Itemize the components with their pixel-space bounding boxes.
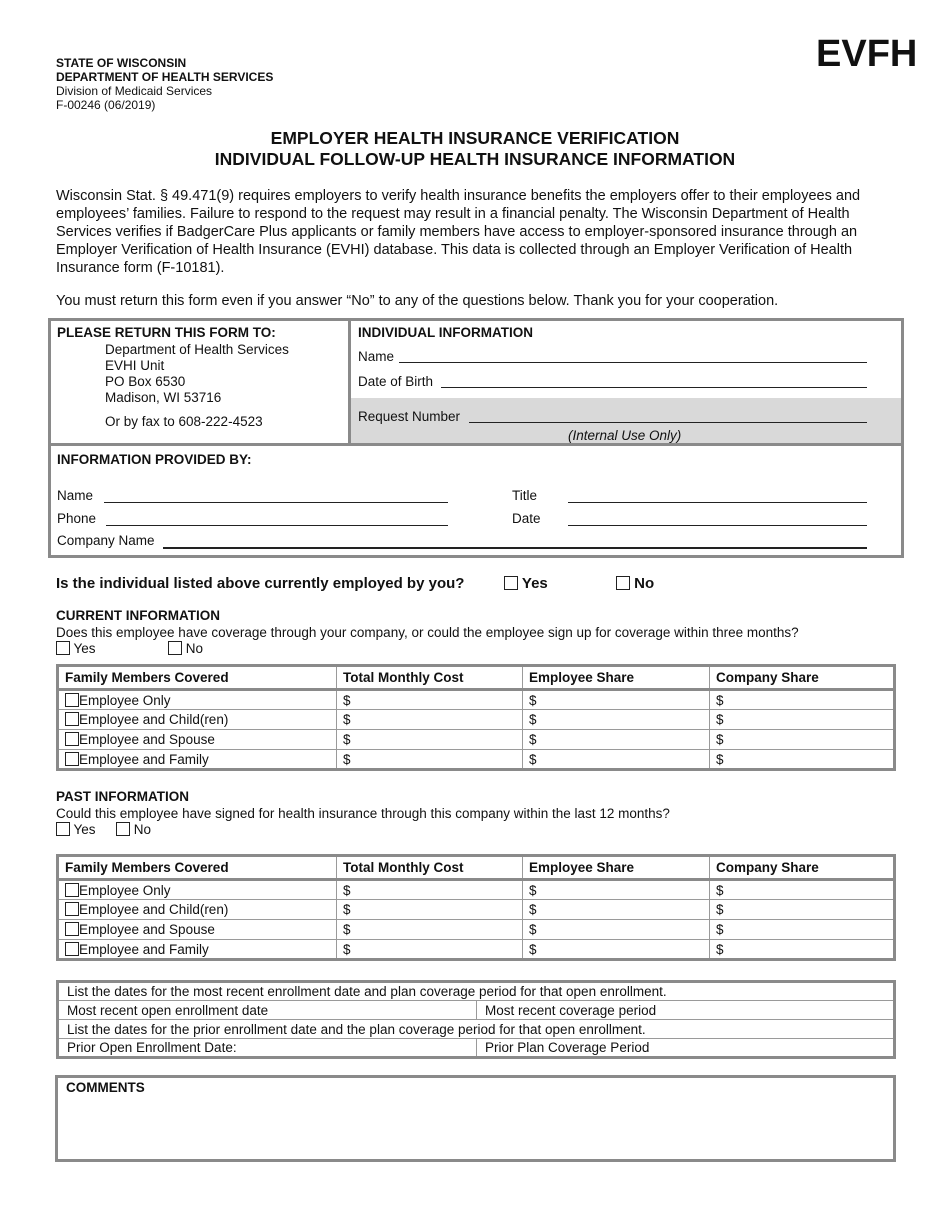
table-row: Employee and Child(ren) $ $ $ bbox=[58, 710, 895, 730]
checkbox[interactable] bbox=[65, 752, 79, 766]
form-code: EVFH bbox=[816, 33, 918, 75]
return-address: Department of Health Services EVHI Unit PO Box 6530 Madison, WI 53716 Or by fax to 608-222-4523 bbox=[105, 342, 289, 429]
past-coverage-table: Family Members Covered Total Monthly Cost Employee Share Company Share Employee Only $ $ $ Employee and Child(ren) $ $ $ Employee and Spouse $ $ $ Employee and Family $ $ $ bbox=[56, 854, 896, 961]
checkbox[interactable] bbox=[65, 712, 79, 726]
checkbox[interactable] bbox=[65, 902, 79, 916]
past-question: Could this employee have signed for health insurance through this company within the last 12 months? bbox=[56, 806, 670, 821]
individual-name-field[interactable] bbox=[399, 362, 867, 363]
intro-text: Wisconsin Stat. § 49.471(9) requires employers to verify health insurance benefits the employers offer to their employees and employees’ families. Failure to respond to the request may result in a financial penalty. The Wisconsin Department of Health Services verifies if BadgerCare Plus applicants or family members have access to employer-sponsored insurance through an Employer Verification of Health Insurance (EVHI) database. This data is collected through an Employer Verification of Health Insurance form (F-10181). bbox=[56, 188, 861, 276]
department: DEPARTMENT OF HEALTH SERVICES bbox=[56, 70, 274, 84]
current-question: Does this employee have coverage through your company, or could the employee sign up for coverage within three months? bbox=[56, 625, 799, 640]
individual-heading: INDIVIDUAL INFORMATION bbox=[358, 325, 533, 340]
past-heading: PAST INFORMATION bbox=[56, 789, 189, 804]
current-yes-checkbox[interactable] bbox=[56, 641, 70, 655]
table-row: Employee Only $ $ $ bbox=[58, 690, 895, 710]
company-name-field[interactable] bbox=[163, 547, 867, 549]
provider-phone-field[interactable] bbox=[106, 525, 448, 526]
prior-enrollment-date-field[interactable]: Prior Open Enrollment Date: bbox=[58, 1039, 477, 1058]
current-coverage-table: Family Members Covered Total Monthly Cost Employee Share Company Share Employee Only $ $ $ Employee and Child(ren) $ $ $ Employee and Spouse $ $ $ Employee and Family $ $ $ bbox=[56, 664, 896, 771]
employed-question: Is the individual listed above currently employed by you? bbox=[56, 575, 465, 592]
recent-coverage-period-field[interactable]: Most recent coverage period bbox=[477, 1001, 895, 1020]
title-line-1: EMPLOYER HEALTH INSURANCE VERIFICATION bbox=[270, 128, 680, 148]
table-row: Employee Only $ $ $ bbox=[58, 880, 895, 900]
checkbox[interactable] bbox=[65, 922, 79, 936]
comments-heading: COMMENTS bbox=[66, 1080, 145, 1095]
past-yes-checkbox[interactable] bbox=[56, 822, 70, 836]
provider-title-field[interactable] bbox=[568, 502, 867, 503]
employed-no-checkbox[interactable] bbox=[616, 576, 630, 590]
dob-field[interactable] bbox=[441, 387, 867, 388]
division: Division of Medicaid Services bbox=[56, 84, 213, 98]
provided-by-heading: INFORMATION PROVIDED BY: bbox=[57, 452, 252, 467]
checkbox[interactable] bbox=[65, 732, 79, 746]
employed-yes-checkbox[interactable] bbox=[504, 576, 518, 590]
notice-text: You must return this form even if you answer “No” to any of the questions below. Thank you for your cooperation. bbox=[56, 293, 779, 309]
checkbox[interactable] bbox=[65, 942, 79, 956]
provider-name-field[interactable] bbox=[104, 502, 448, 503]
enrollment-table: List the dates for the most recent enrollment date and plan coverage period for that open enrollment. Most recent open enrollment date Most recent coverage period List the dates for the prior enrollment date and the plan coverage period for that open enrollment. Prior Open Enrollment Date: Prior Plan Coverage Period bbox=[56, 980, 896, 1059]
return-heading: PLEASE RETURN THIS FORM TO: bbox=[57, 325, 276, 340]
table-row: Employee and Spouse $ $ $ bbox=[58, 730, 895, 750]
contact-box: PLEASE RETURN THIS FORM TO: Department of Health Services EVHI Unit PO Box 6530 Madison, WI 53716 Or by fax to 608-222-4523 INDIVIDUAL INFORMATION Name Date of Birth Request Number (Internal Use Only) INFORMATION PROVIDED BY: Name Phone Company Name Title Date bbox=[48, 318, 904, 558]
current-no-checkbox[interactable] bbox=[168, 641, 182, 655]
request-number-field[interactable] bbox=[469, 422, 867, 423]
checkbox[interactable] bbox=[65, 693, 79, 707]
past-no-checkbox[interactable] bbox=[116, 822, 130, 836]
table-row: Employee and Child(ren) $ $ $ bbox=[58, 900, 895, 920]
state: STATE OF WISCONSIN bbox=[56, 56, 187, 70]
agency-header bbox=[56, 56, 273, 112]
table-row: Employee and Family $ $ $ bbox=[58, 940, 895, 960]
form-title bbox=[0, 128, 950, 170]
form-id: F-00246 (06/2019) bbox=[56, 98, 156, 112]
table-row: Employee and Family $ $ $ bbox=[58, 750, 895, 770]
prior-coverage-period-field[interactable]: Prior Plan Coverage Period bbox=[477, 1039, 895, 1058]
checkbox[interactable] bbox=[65, 883, 79, 897]
provider-date-field[interactable] bbox=[568, 525, 867, 526]
table-row: Employee and Spouse $ $ $ bbox=[58, 920, 895, 940]
current-heading: CURRENT INFORMATION bbox=[56, 608, 220, 623]
comments-box[interactable] bbox=[55, 1075, 896, 1162]
title-line-2: INDIVIDUAL FOLLOW-UP HEALTH INSURANCE INFORMATION bbox=[214, 149, 736, 169]
recent-enrollment-date-field[interactable]: Most recent open enrollment date bbox=[58, 1001, 477, 1020]
